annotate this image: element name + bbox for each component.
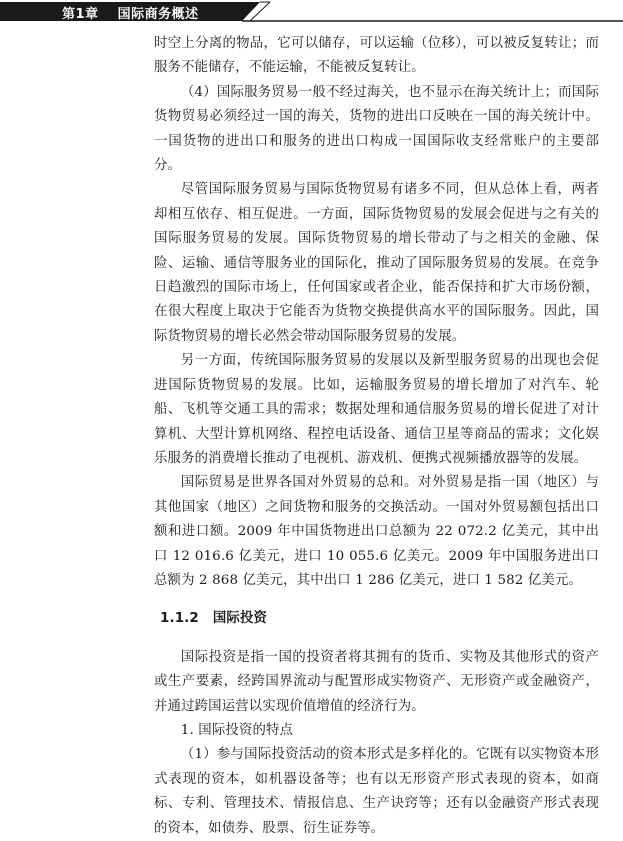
paragraph: 国际贸易是世界各国对外贸易的总和。对外贸易是指一国（地区）与其他国家（地区）之间货物和服务的交换活动。一国对外贸易额包括出口额和进口额。2009 年中国货物进出口总额为 22 072.2 亿美元，其中出口 12 016.6 亿美元，进口 10 055.6 亿美元。2009 年中国服务进出口总额为 2 868 亿美元，其中出口 1 286 亿美元，进口 1 582 亿美元。	[154, 475, 599, 588]
chapter-label: 第1章	[62, 7, 99, 22]
section-heading	[154, 607, 599, 631]
paragraph: （4）国际服务贸易一般不经过海关，也不显示在海关统计上；而国际货物贸易必须经过一国的海关，货物的进出口反映在一国的海关统计中。一国货物的进出口和服务的进出口构成一国国际收支经常账户的主要部分。	[154, 84, 599, 174]
running-header	[0, 0, 623, 26]
header-text	[62, 3, 213, 21]
spacer	[154, 632, 599, 646]
section-number: 1.1.2	[160, 611, 199, 627]
chapter-title: 国际商务概述	[117, 7, 199, 22]
paragraph: 国际投资是指一国的投资者将其拥有的货币、实物及其他形式的资产或生产要素，经跨国界流动与配置形成实物资产、无形资产或金融资产，并通过跨国运营以实现价值增值的经济行为。	[154, 649, 599, 714]
paragraph: 时空上分离的物品，它可以储存，可以运输（位移），可以被反复转让；而服务不能储存，不能运输，不能被反复转让。	[154, 36, 599, 76]
section-title: 国际投资	[212, 611, 268, 627]
subheading: 1. 国际投资的特点	[180, 722, 294, 738]
paragraph: 另一方面，传统国际服务贸易的发展以及新型服务贸易的出现也会促进国际货物贸易的发展。比如，运输服务贸易的增长增加了对汽车、轮船、飞机等交通工具的需求；数据处理和通信服务贸易的增长促进了对计算机、大型计算机网络、程控电话设备、通信卫星等商品的需求；文化娱乐服务的消费增长推动了电视机、游戏机、便携式视频播放器等的发展。	[154, 353, 599, 466]
paragraph: 尽管国际服务贸易与国际货物贸易有诸多不同，但从总体上看，两者却相互依存、相互促进。一方面，国际货物贸易的发展会促进与之有关的国际服务贸易的发展。国际货物贸易的增长带动了与之相关的金融、保险、运输、通信等服务业的国际化，推动了国际服务贸易的发展。在竞争日趋激烈的国际市场上，任何国家或者企业，能否保持和扩大市场份额，在很大程度上取决于它能否为货物交换提供高水平的国际服务。因此，国际货物贸易的增长必然会带动国际服务贸易的发展。	[154, 182, 599, 344]
spacer	[154, 593, 599, 607]
page-body	[154, 32, 599, 841]
paragraph: （1）参与国际投资活动的资本形式是多样化的。它既有以实物资本形式表现的资本，如机器设备等；也有以无形资产形式表现的资本，如商标、专利、管理技术、情报信息、生产诀窍等；还有以金融资产形式表现的资本，如债券、股票、衍生证券等。	[154, 747, 599, 836]
